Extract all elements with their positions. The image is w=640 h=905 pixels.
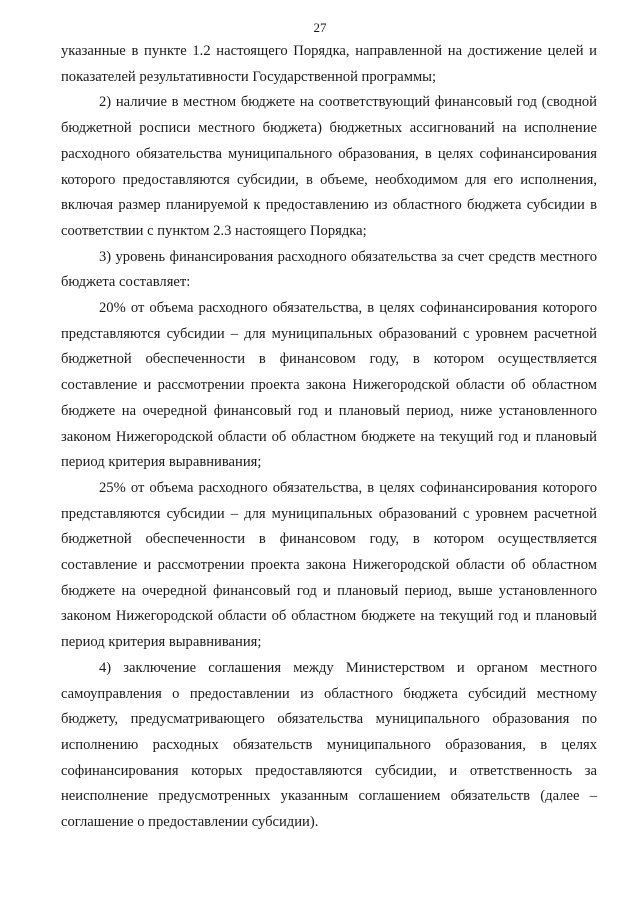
paragraph-item-3: 3) уровень финансирования расходного обязательства за счет средств местного бюджета составляет: <box>61 248 597 291</box>
document-body <box>61 39 597 836</box>
paragraph-20-percent: 20% от объема расходного обязательства, в целях софинансирования которого представляются субсидии – для муниципальных образований с уровнем расчетной бюджетной обеспеченности в финансовом году, в котором осуществляется составление и рассмотрении проекта закона Нижегородской области об областном бюджете на очередной финансовый год и плановый период, ниже установленного законом Нижегородской области об областном бюджете на текущий год и плановый период критерия выравнивания; <box>61 300 597 471</box>
page-number: 27 <box>313 20 327 35</box>
paragraph-25-percent: 25% от объема расходного обязательства, в целях софинансирования которого представляются субсидии – для муниципальных образований с уровнем расчетной бюджетной обеспеченности в финансовом году, в котором осуществляется составление и рассмотрении проекта закона Нижегородской области об областном бюджете на очередной финансовый год и плановый период, выше установленного законом Нижегородской области об областном бюджете на текущий год и плановый период критерия выравнивания; <box>61 479 597 651</box>
paragraph-continuation: указанные в пункте 1.2 настоящего Порядка, направленной на достижение целей и показателей результативности Государственной программы; <box>61 43 597 85</box>
paragraph-item-4: 4) заключение соглашения между Министерством и органом местного самоуправления о предоставлении из областного бюджета субсидий местному бюджету, предусматривающего обязательства муниципального образования по исполнению расходных обязательств муниципального образования, в целях софинансирования которых предоставляются субсидии, и ответственность за неисполнение предусмотренных указанным соглашением обязательств (далее – соглашение о предоставлении субсидии). <box>61 659 597 831</box>
paragraph-item-2: 2) наличие в местном бюджете на соответствующий финансовый год (сводной бюджетной росписи местного бюджета) бюджетных ассигнований на исполнение расходного обязательства муниципального образования, в целях софинансирования которого предоставляются субсидии, в объеме, необходимом для его исполнения, включая размер планируемой к предоставлению из областного бюджета субсидии в соответствии с пунктом 2.3 настоящего Порядка; <box>61 94 597 239</box>
